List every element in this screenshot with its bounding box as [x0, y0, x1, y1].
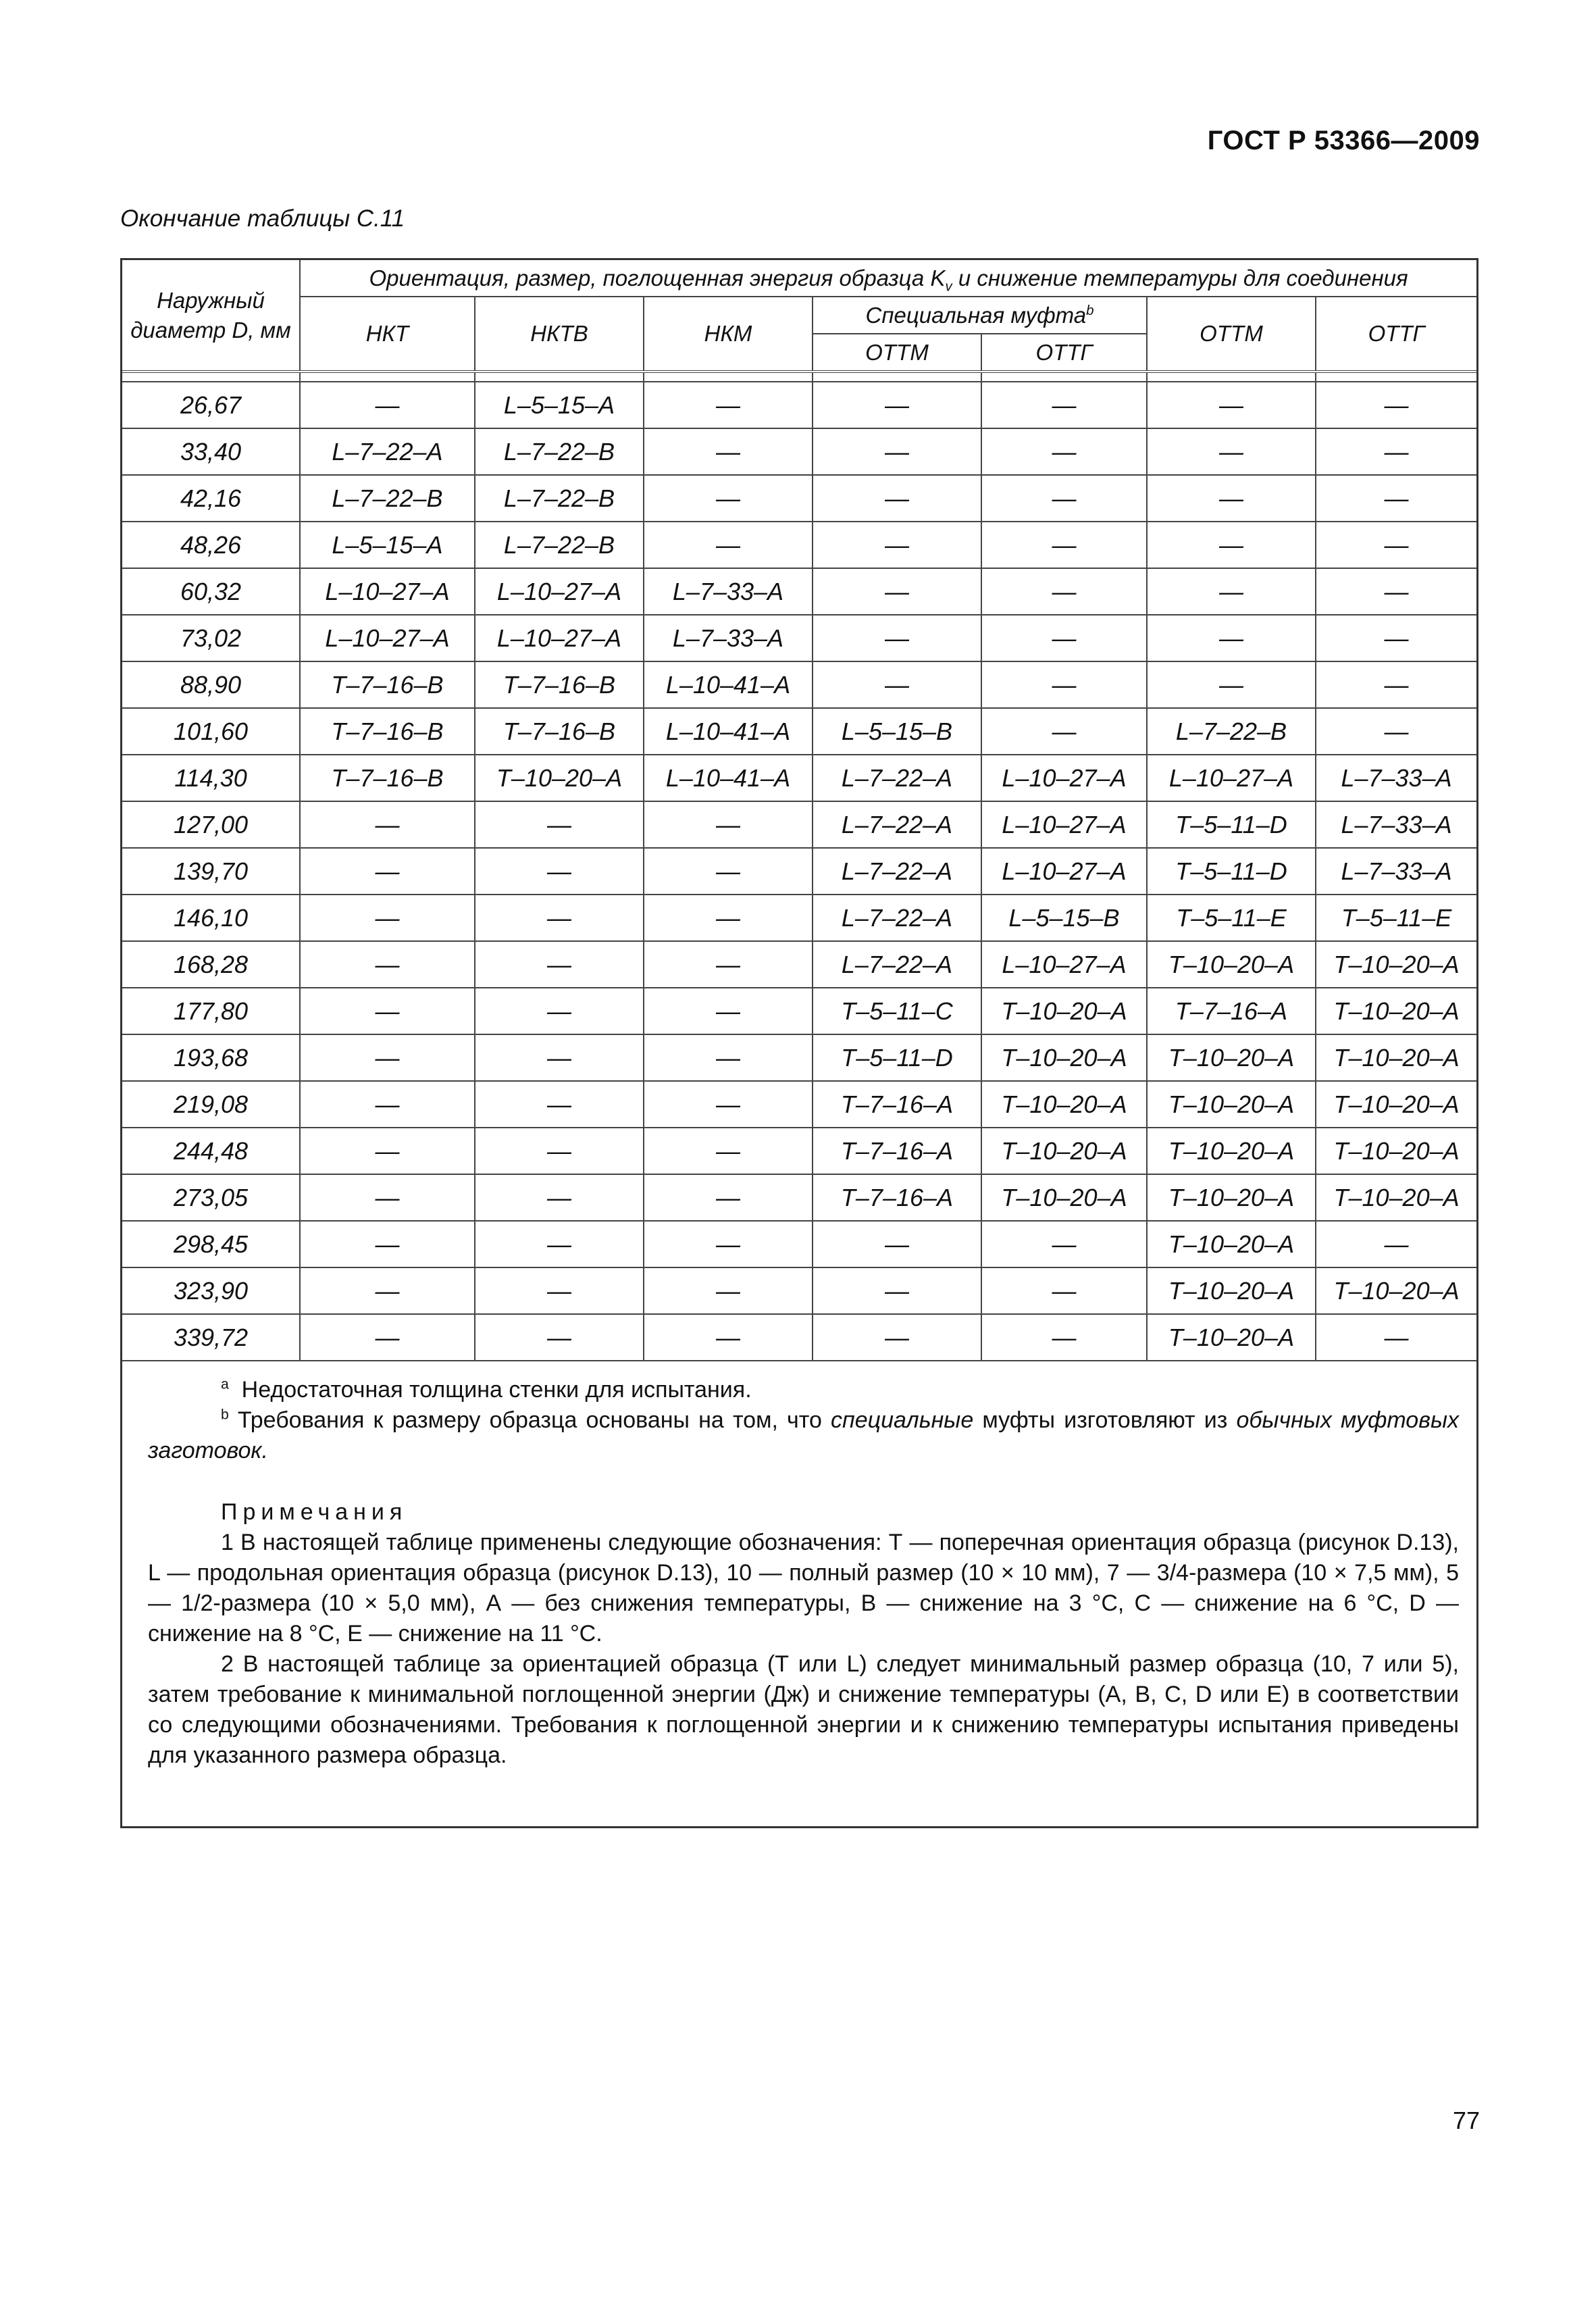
table-cell: T–10–20–A — [475, 755, 644, 801]
header-special-ottm: ОТТМ — [813, 334, 981, 372]
table-cell: — — [813, 615, 981, 661]
table-cell: — — [475, 1267, 644, 1314]
separator-cell — [644, 372, 813, 382]
table-cell: L–7–22–B — [300, 475, 475, 522]
header-group-main: Ориентация, размер, поглощенная энергия образца K — [369, 265, 946, 291]
table-cell: — — [1147, 475, 1316, 522]
diameter-cell: 323,90 — [122, 1267, 300, 1314]
table-cell: — — [300, 1128, 475, 1174]
table-cell: — — [644, 895, 813, 941]
note-1: 1 В настоящей таблице применены следующие обозначения: Т — поперечная ориентация образца (рисунок D.13), L — продольная ориентация образца (рисунок D.13), 10 — полный размер (10 × 10 мм), 7 — 3/4-размера (10 × 7,5 мм), 5 — 1/2-размера (10 × 5,0 мм), А — без снижения температуры, В — снижение на 3 °С, С — снижение на 6 °С, D — снижение на 8 °С, Е — снижение на 11 °С. — [148, 1530, 1459, 1646]
table-cell: L–7–33–A — [1316, 755, 1476, 801]
table-cell: — — [644, 941, 813, 988]
header-group-tail: и снижение температуры для соединения — [952, 265, 1408, 291]
table-row — [122, 522, 1476, 568]
table-cell: T–10–20–A — [1147, 1128, 1316, 1174]
diameter-cell: 273,05 — [122, 1174, 300, 1221]
table-row — [122, 428, 1476, 475]
table-cell: — — [644, 988, 813, 1034]
table-cell: — — [981, 522, 1147, 568]
header-group — [300, 260, 1476, 297]
table-cell: T–10–20–A — [1316, 941, 1476, 988]
table-cell: T–5–11–E — [1147, 895, 1316, 941]
table-cell: — — [1316, 475, 1476, 522]
page-number: 77 — [1452, 2107, 1480, 2134]
table-row — [122, 1267, 1476, 1314]
table-cell: L–10–41–A — [644, 708, 813, 755]
table-cell: T–7–16–A — [813, 1174, 981, 1221]
footnote-b — [148, 1405, 1459, 1466]
table-cell: — — [1316, 1221, 1476, 1267]
table-cell: T–10–20–A — [1147, 1034, 1316, 1081]
table-cell: — — [300, 1267, 475, 1314]
table-cell: T–10–20–A — [981, 1174, 1147, 1221]
table-cell: L–10–27–A — [300, 615, 475, 661]
diameter-cell: 26,67 — [122, 382, 300, 428]
table-cell: L–10–41–A — [644, 755, 813, 801]
table-cell: — — [813, 1221, 981, 1267]
table-row — [122, 988, 1476, 1034]
table-cell: T–10–20–A — [1147, 1081, 1316, 1128]
table-cell: — — [644, 848, 813, 895]
separator-cell — [813, 372, 981, 382]
table-cell: L–7–22–A — [813, 895, 981, 941]
footnote-b-text-4: обычных муфтовых заготовок. — [148, 1407, 1459, 1463]
table-cell: — — [1316, 382, 1476, 428]
header-group-sub: v — [945, 278, 952, 295]
table-row — [122, 895, 1476, 941]
table-cell: L–5–15–A — [475, 382, 644, 428]
table-cell: L–7–33–A — [1316, 848, 1476, 895]
standard-code: ГОСТ Р 53366—2009 — [1207, 126, 1480, 155]
table-cell: — — [644, 1128, 813, 1174]
separator-cell — [981, 372, 1147, 382]
table-row — [122, 1128, 1476, 1174]
header-nkm: НКМ — [644, 297, 813, 372]
table-cell: — — [644, 1174, 813, 1221]
diameter-cell: 146,10 — [122, 895, 300, 941]
table-cell: — — [475, 1314, 644, 1361]
table-cell: — — [644, 1314, 813, 1361]
table-cell: — — [1147, 428, 1316, 475]
table-cell: L–5–15–A — [300, 522, 475, 568]
table-cell: L–5–15–B — [981, 895, 1147, 941]
table-cell: T–7–16–B — [475, 661, 644, 708]
table-cell: — — [300, 1174, 475, 1221]
table-cell: — — [300, 801, 475, 848]
table-cell: T–7–16–B — [300, 661, 475, 708]
table-cell: — — [300, 1221, 475, 1267]
table-row — [122, 755, 1476, 801]
table-cell: — — [981, 661, 1147, 708]
table-cell: L–10–27–A — [1147, 755, 1316, 801]
footnote-b-text-2: специальные — [831, 1407, 974, 1433]
table-row — [122, 941, 1476, 988]
table-cell: L–7–33–A — [644, 568, 813, 615]
table-cell: — — [1147, 615, 1316, 661]
table-cell: T–7–16–A — [813, 1128, 981, 1174]
table-cell: L–7–22–A — [813, 941, 981, 988]
table-cell: T–10–20–A — [1147, 1267, 1316, 1314]
table-cell: — — [644, 801, 813, 848]
table-cell: L–7–33–A — [1316, 801, 1476, 848]
table-row — [122, 661, 1476, 708]
table-cell: T–5–11–D — [1147, 801, 1316, 848]
table-cell: L–10–27–A — [981, 848, 1147, 895]
separator-cell — [122, 372, 300, 382]
header-separator — [122, 372, 1476, 382]
diameter-cell: 244,48 — [122, 1128, 300, 1174]
footnote-ref-b: b — [1086, 302, 1094, 318]
diameter-cell: 177,80 — [122, 988, 300, 1034]
diameter-cell: 168,28 — [122, 941, 300, 988]
table-cell: T–10–20–A — [981, 1081, 1147, 1128]
table-cell: — — [813, 568, 981, 615]
diameter-cell: 73,02 — [122, 615, 300, 661]
table-cell: — — [300, 1314, 475, 1361]
table-cell: T–10–20–A — [1316, 1267, 1476, 1314]
table-cell: — — [300, 1034, 475, 1081]
table-cell: — — [1147, 661, 1316, 708]
diameter-cell: 33,40 — [122, 428, 300, 475]
table-cell: — — [813, 475, 981, 522]
table-cell: — — [981, 475, 1147, 522]
table-cell: T–5–11–D — [813, 1034, 981, 1081]
table-cell: — — [644, 428, 813, 475]
table-cell: — — [475, 848, 644, 895]
table-cell: — — [300, 988, 475, 1034]
table-caption: Окончание таблицы С.11 — [120, 205, 405, 232]
diameter-cell: 88,90 — [122, 661, 300, 708]
diameter-cell: 127,00 — [122, 801, 300, 848]
footnote-a-mark: a — [221, 1376, 229, 1392]
table-cell: L–10–27–A — [981, 801, 1147, 848]
notes-heading: Примечания — [221, 1499, 408, 1525]
header-diameter: Наружный диаметр D, мм — [122, 260, 300, 372]
table-cell: T–7–16–B — [300, 708, 475, 755]
table-cell: L–10–27–A — [981, 941, 1147, 988]
table-row — [122, 568, 1476, 615]
table-cell: — — [475, 1081, 644, 1128]
table-cell: L–10–41–A — [644, 661, 813, 708]
diameter-cell: 219,08 — [122, 1081, 300, 1128]
table-cell: T–7–16–A — [813, 1081, 981, 1128]
diameter-cell: 193,68 — [122, 1034, 300, 1081]
table-cell: — — [1316, 661, 1476, 708]
table-row — [122, 1034, 1476, 1081]
table-cell: — — [644, 1267, 813, 1314]
notes-block — [122, 1375, 1476, 1771]
diameter-cell: 42,16 — [122, 475, 300, 522]
table-cell: — — [1316, 522, 1476, 568]
table-cell: L–7–22–B — [1147, 708, 1316, 755]
table-cell: — — [300, 1081, 475, 1128]
table-cell: T–10–20–A — [981, 1128, 1147, 1174]
table-cell: — — [813, 522, 981, 568]
table-row — [122, 801, 1476, 848]
table-cell: T–10–20–A — [1147, 1174, 1316, 1221]
table-cell: L–7–22–B — [475, 428, 644, 475]
table-body — [122, 372, 1476, 1361]
table-cell: — — [981, 1314, 1147, 1361]
table-cell: T–10–20–A — [1147, 941, 1316, 988]
table-cell: L–7–22–B — [475, 522, 644, 568]
table-cell: T–10–20–A — [1147, 1221, 1316, 1267]
table-row — [122, 382, 1476, 428]
header-ottg: ОТТГ — [1316, 297, 1476, 372]
table-cell: — — [1147, 382, 1316, 428]
table-cell: — — [475, 1128, 644, 1174]
table-cell: — — [981, 428, 1147, 475]
footnote-b-text-1: Требования к размеру образца основаны на том, что — [237, 1407, 831, 1433]
footnote-b-mark: b — [221, 1407, 229, 1423]
table-cell: — — [1316, 615, 1476, 661]
table-cell: — — [475, 801, 644, 848]
table-cell: T–10–20–A — [981, 1034, 1147, 1081]
table-cell: — — [475, 1174, 644, 1221]
diameter-cell: 139,70 — [122, 848, 300, 895]
table-cell: L–7–22–A — [813, 848, 981, 895]
separator-cell — [475, 372, 644, 382]
table-row — [122, 848, 1476, 895]
table-cell: — — [1316, 428, 1476, 475]
table-cell: — — [1316, 568, 1476, 615]
diameter-cell: 339,72 — [122, 1314, 300, 1361]
table-cell: — — [981, 615, 1147, 661]
table-cell: T–10–20–A — [981, 988, 1147, 1034]
table-cell: L–7–22–B — [475, 475, 644, 522]
table-cell: — — [813, 661, 981, 708]
diameter-cell: 48,26 — [122, 522, 300, 568]
table-row — [122, 615, 1476, 661]
table-frame — [120, 258, 1478, 1828]
table-row — [122, 475, 1476, 522]
footnote-b-text-3: муфты изготовляют из — [973, 1407, 1237, 1433]
table-cell: — — [475, 895, 644, 941]
table-cell: L–7–33–A — [644, 615, 813, 661]
table-cell: — — [981, 1267, 1147, 1314]
header-ottm: ОТТМ — [1147, 297, 1316, 372]
table-cell: — — [644, 382, 813, 428]
table-cell: — — [1147, 522, 1316, 568]
header-nktv: НКТВ — [475, 297, 644, 372]
table-cell: — — [981, 708, 1147, 755]
footnote-a-text: Недостаточная толщина стенки для испытания. — [241, 1377, 752, 1403]
table-cell: T–5–11–E — [1316, 895, 1476, 941]
separator-cell — [1316, 372, 1476, 382]
separator-cell — [1147, 372, 1316, 382]
table-row — [122, 1314, 1476, 1361]
table-cell: T–10–20–A — [1147, 1314, 1316, 1361]
table-cell: T–5–11–D — [1147, 848, 1316, 895]
header-special-ottg: ОТТГ — [981, 334, 1147, 372]
table-cell: — — [644, 1221, 813, 1267]
table-cell: — — [981, 382, 1147, 428]
table-cell: — — [475, 988, 644, 1034]
table-cell: T–10–20–A — [1316, 1081, 1476, 1128]
table-cell: T–10–20–A — [1316, 988, 1476, 1034]
header-special-coupling — [813, 297, 1147, 334]
data-table — [122, 260, 1476, 1361]
table-cell: — — [1147, 568, 1316, 615]
table-cell: L–10–27–A — [475, 568, 644, 615]
table-row — [122, 1081, 1476, 1128]
table-cell: L–7–22–A — [300, 428, 475, 475]
table-cell: L–5–15–B — [813, 708, 981, 755]
footnote-a — [148, 1375, 1459, 1405]
header-special-coupling-label: Специальная муфта — [865, 302, 1087, 328]
table-cell: T–10–20–A — [1316, 1128, 1476, 1174]
table-cell: — — [300, 382, 475, 428]
diameter-cell: 114,30 — [122, 755, 300, 801]
table-row — [122, 708, 1476, 755]
diameter-cell: 101,60 — [122, 708, 300, 755]
table-cell: — — [813, 1314, 981, 1361]
table-cell: T–7–16–A — [1147, 988, 1316, 1034]
diameter-cell: 60,32 — [122, 568, 300, 615]
table-cell: — — [1316, 1314, 1476, 1361]
table-cell: — — [300, 895, 475, 941]
table-cell: — — [300, 941, 475, 988]
note-2: 2 В настоящей таблице за ориентацией образца (Т или L) следует минимальный размер образца (10, 7 или 5), затем требование к минимальной поглощенной энергии (Дж) и снижение температуры (А, В, С, D или Е) в соответствии со следующими обозначениями. Требования к поглощенной энергии и к снижению температуры испытания приведены для указанного размера образца. — [148, 1651, 1459, 1768]
table-cell: — — [981, 568, 1147, 615]
table-cell: — — [644, 522, 813, 568]
table-cell: — — [300, 848, 475, 895]
table-cell: — — [644, 475, 813, 522]
table-cell: L–10–27–A — [300, 568, 475, 615]
table-cell: — — [475, 1221, 644, 1267]
separator-cell — [300, 372, 475, 382]
table-cell: — — [981, 1221, 1147, 1267]
table-cell: L–10–27–A — [475, 615, 644, 661]
table-cell: — — [813, 382, 981, 428]
table-cell: T–10–20–A — [1316, 1174, 1476, 1221]
diameter-cell: 298,45 — [122, 1221, 300, 1267]
table-cell: — — [644, 1081, 813, 1128]
table-cell: L–7–22–A — [813, 801, 981, 848]
table-cell: T–7–16–B — [475, 708, 644, 755]
table-cell: T–10–20–A — [1316, 1034, 1476, 1081]
table-cell: T–5–11–C — [813, 988, 981, 1034]
table-cell: — — [475, 1034, 644, 1081]
table-cell: — — [813, 428, 981, 475]
table-cell: — — [644, 1034, 813, 1081]
table-cell: — — [1316, 708, 1476, 755]
table-cell: T–7–16–B — [300, 755, 475, 801]
table-cell: L–7–22–A — [813, 755, 981, 801]
table-cell: — — [475, 941, 644, 988]
header-nkt: НКТ — [300, 297, 475, 372]
table-cell: L–10–27–A — [981, 755, 1147, 801]
table-row — [122, 1221, 1476, 1267]
table-cell: — — [813, 1267, 981, 1314]
table-row — [122, 1174, 1476, 1221]
